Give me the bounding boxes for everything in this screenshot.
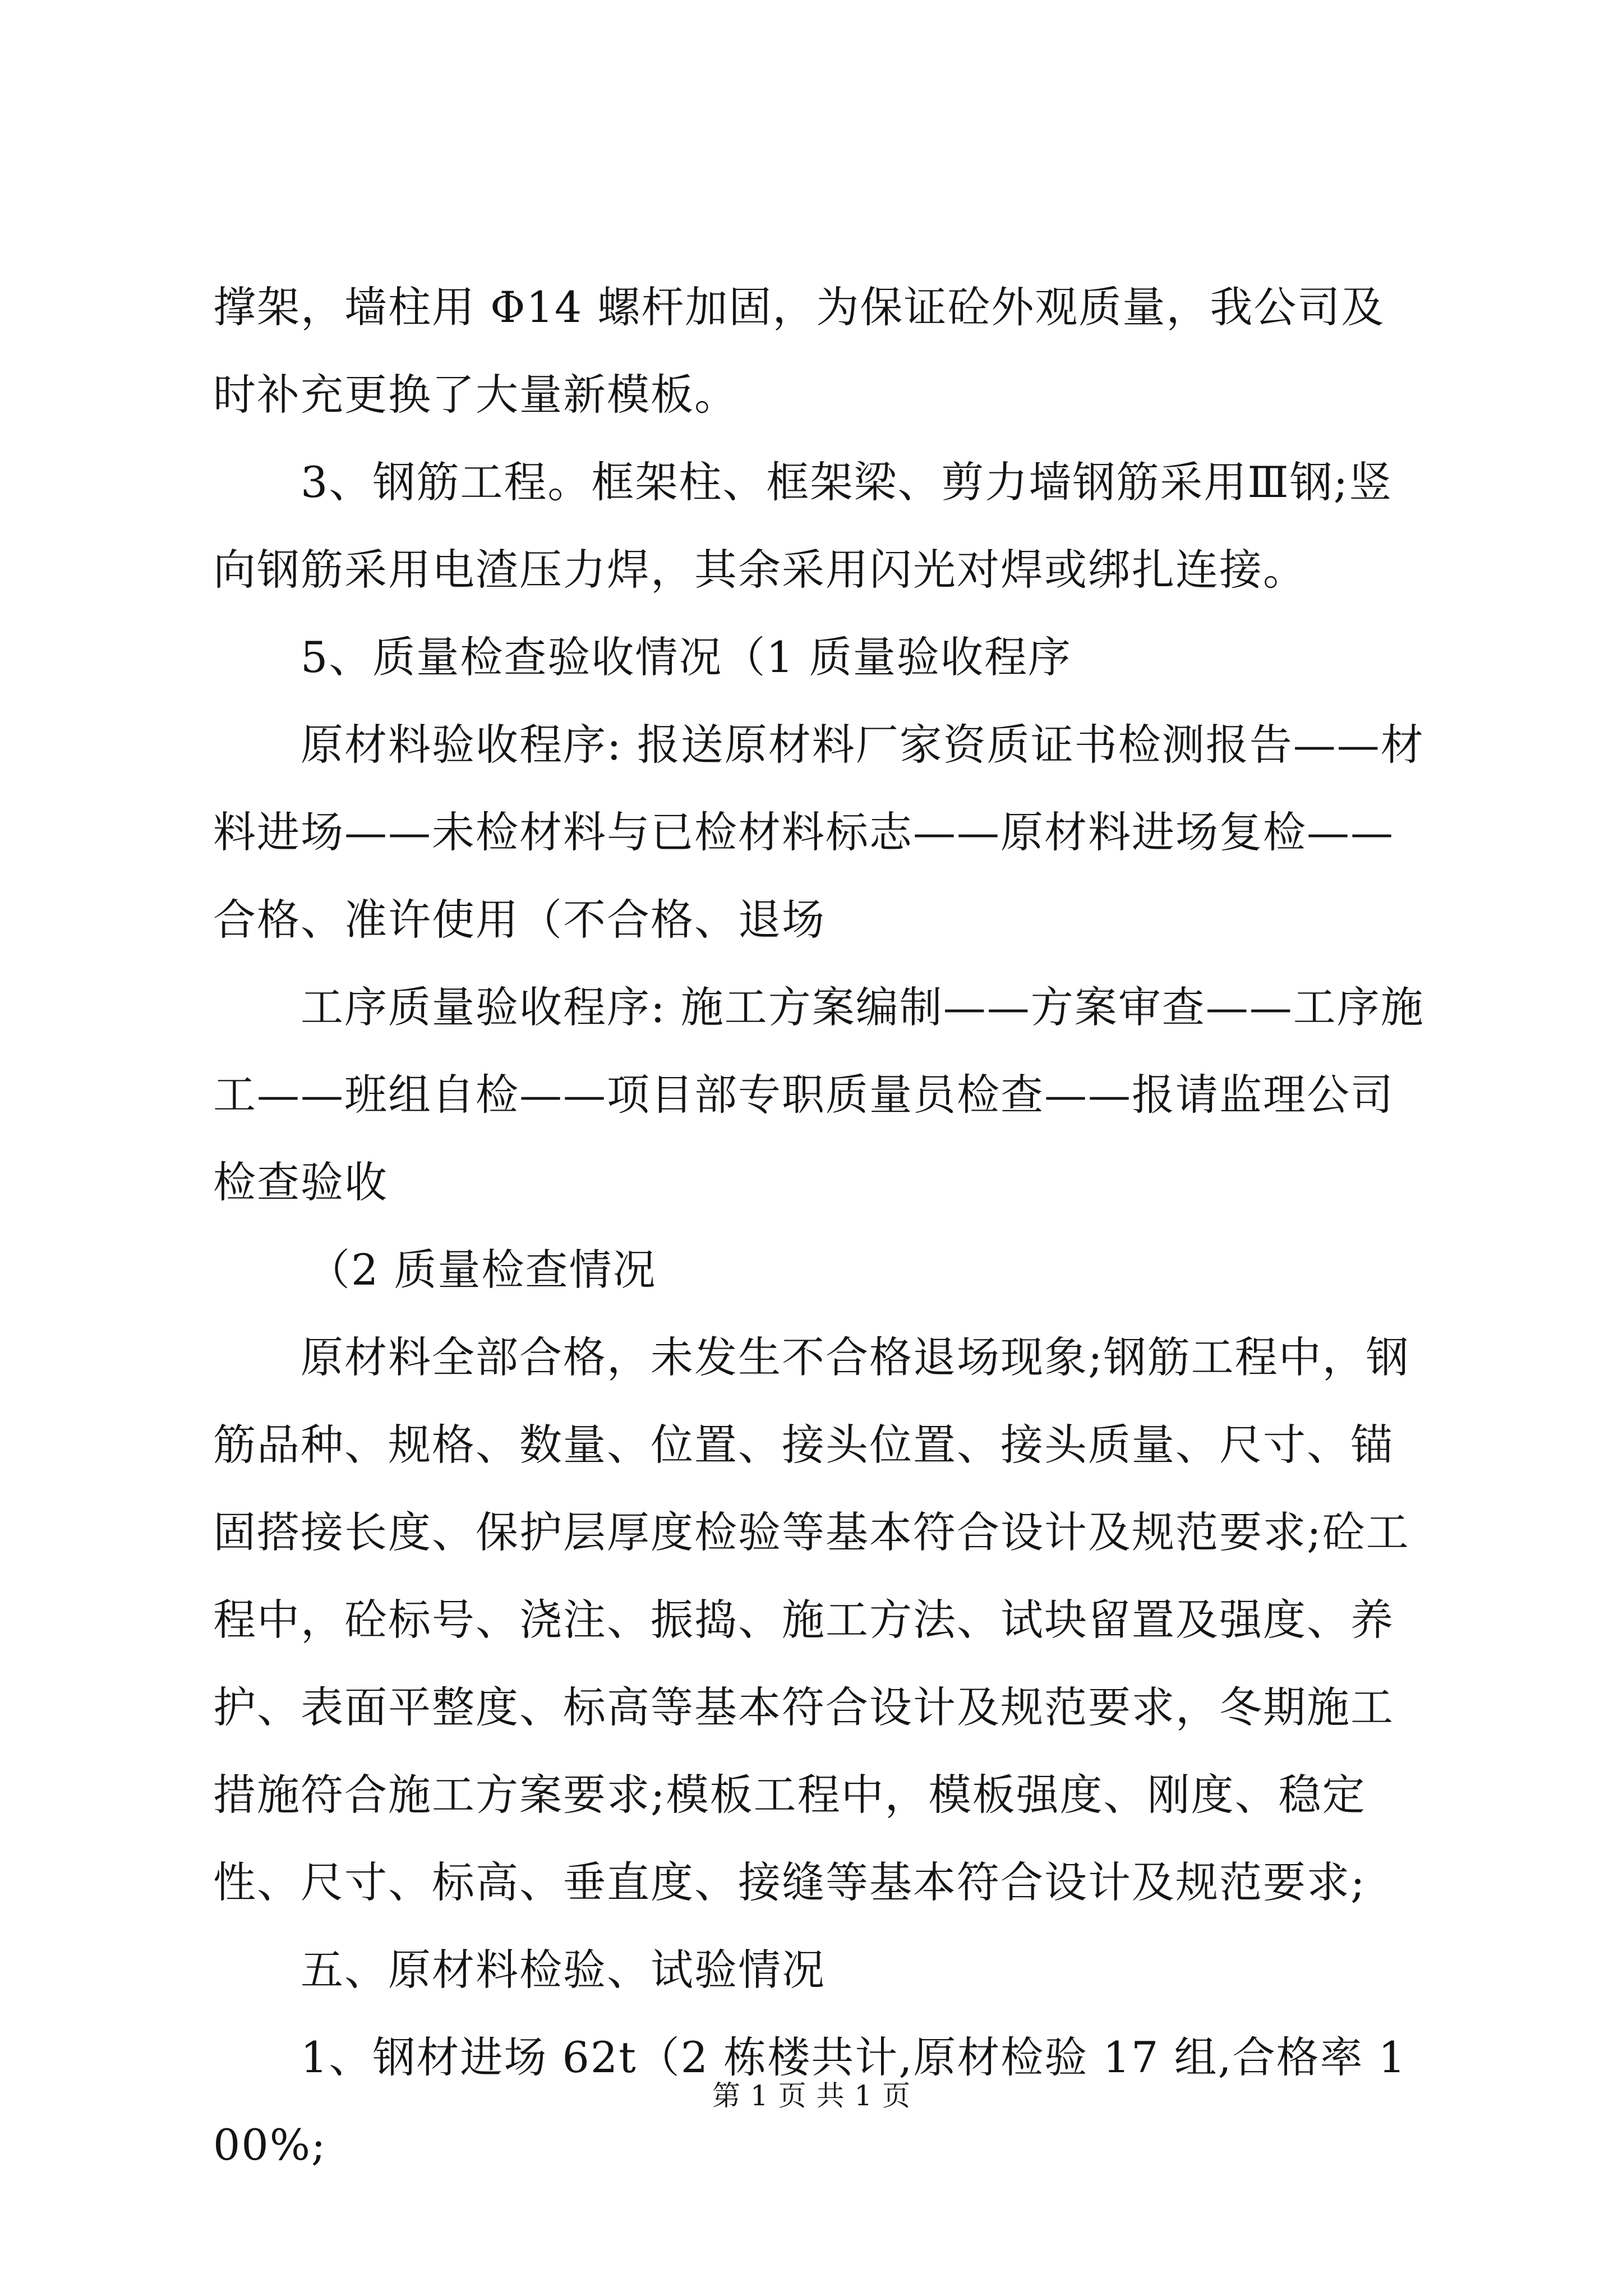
paragraph-quality-inspection-heading: 5、质量检查验收情况（1 质量验收程序 [301,632,1072,682]
page-number-footer: 第 1 页 共 1 页 [712,2079,911,2112]
document-body [213,264,1424,2189]
paragraph-formwork-support: 撑架，墙柱用 Φ14 螺杆加固，为保证砼外观质量，我公司及时补充更换了大量新模板。 [213,282,1385,420]
paragraph-quality-check-heading: （2 质量检查情况 [307,1245,657,1295]
paragraph-rebar-engineering: 3、钢筋工程。框架柱、框架梁、剪力墙钢筋采用Ⅲ钢;竖向钢筋采用电渣压力焊，其余采用闪光对焊或绑扎连接。 [213,457,1393,595]
paragraph-process-acceptance-procedure: 工序质量验收程序: 施工方案编制——方案审查——工序施工——班组自检——项目部专职质量员检查——报请监理公司检查验收 [213,982,1424,1207]
paragraph-quality-check-results: 原材料全部合格，未发生不合格退场现象;钢筋工程中，钢筋品种、规格、数量、位置、接头位置、接头质量、尺寸、锚固搭接长度、保护层厚度检验等基本符合设计及规范要求;砼工程中，砼标号、浇注、振捣、施工方法、试块留置及强度、养护、表面平整度、标高等基本符合设计及规范要求，冬期施工措施符合施工方案要求;模板工程中，模板强度、刚度、稳定性、尺寸、标高、垂直度、接缝等基本符合设计及规范要求; [213,1332,1410,1907]
paragraph-steel-testing: 1、钢材进场 62t（2 栋楼共计,原材检验 17 组,合格率 100%; [213,2032,1407,2170]
section-heading-material-testing: 五、原材料检验、试验情况 [301,1945,826,1995]
paragraph-material-acceptance-procedure: 原材料验收程序: 报送原材料厂家资质证书检测报告——材料进场——未检材料与已检材料标志——原材料进场复检——合格、准许使用（不合格、退场 [213,720,1424,945]
